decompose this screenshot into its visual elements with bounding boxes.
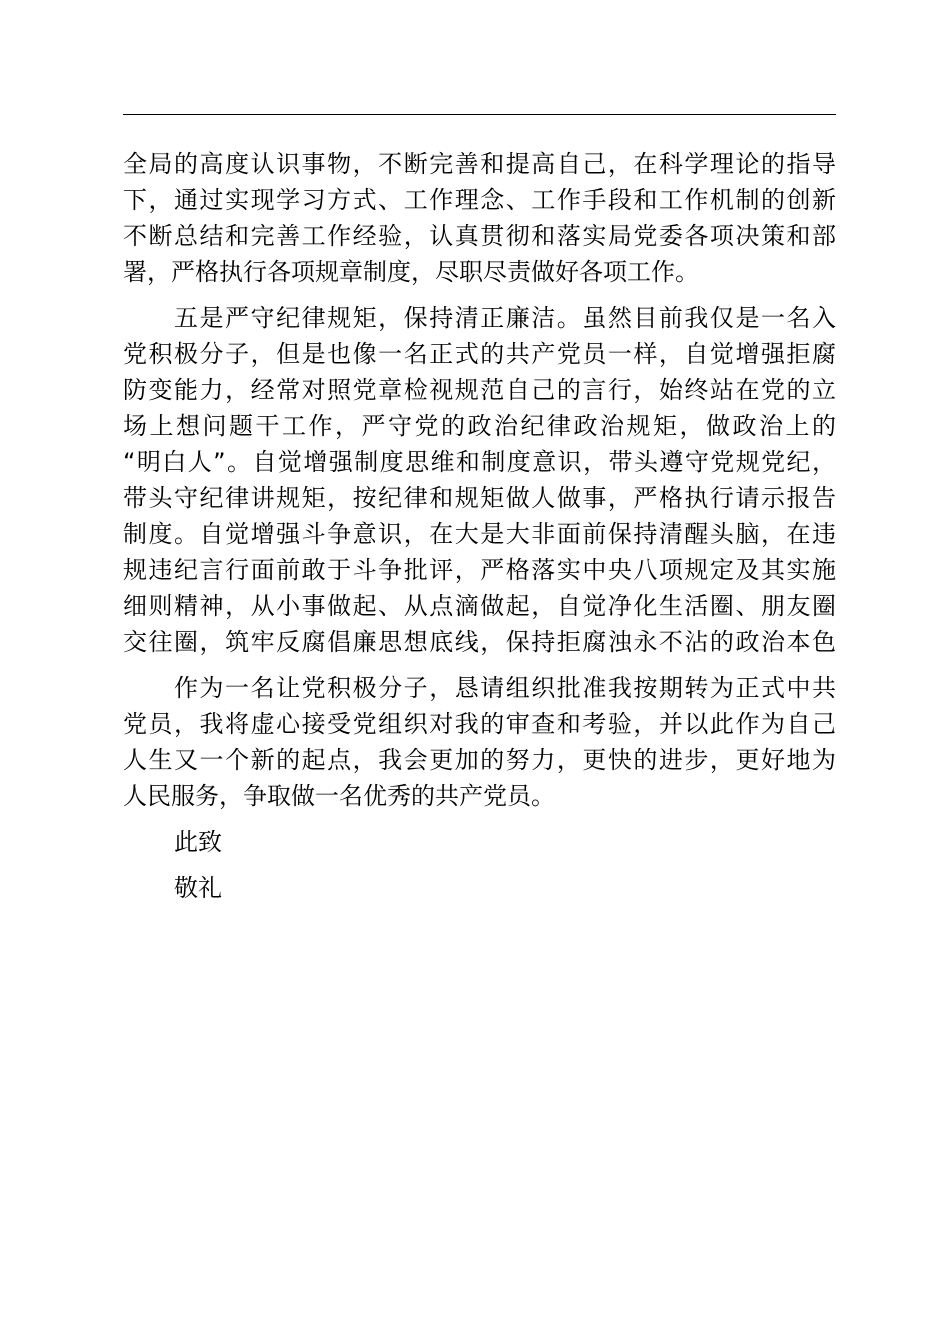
paragraph-continuation [123,146,836,290]
text-line: 细则精神，从小事做起、从点滴做起，自觉净化生活圈、朋友圈 [123,592,836,620]
text-line: 不断总结和完善工作经验，认真贯彻和落实局党委各项决策和部 [123,222,836,250]
header-rule [123,114,836,115]
document-body [123,146,836,906]
text-line: “明白人”。自觉增强制度思维和制度意识，带头遵守党规党纪， [123,448,836,476]
paragraph-discipline [123,300,836,660]
text-line: 制度。自觉增强斗争意识，在大是大非面前保持清醒头脑，在违 [123,520,836,548]
text-line: 党积极分子，但是也像一名正式的共产党员一样，自觉增强拒腐 [123,340,836,368]
text-line: 交往圈，筑牢反腐倡廉思想底线，保持拒腐浊永不沾的政治本色 [123,628,836,656]
text-line: 五是严守纪律规矩，保持清正廉洁。虽然目前我仅是一名入 [174,304,836,332]
text-line: 署，严格执行各项规章制度，尽职尽责做好各项工作。 [123,258,699,286]
paragraph-request [123,670,836,814]
text-line: 党员，我将虚心接受党组织对我的审查和考验，并以此作为自己 [123,710,836,738]
closing-phrase: 此致 [174,828,222,856]
text-line: 下，通过实现学习方式、工作理念、工作手段和工作机制的创新 [123,186,836,214]
salutation: 敬礼 [174,874,222,902]
text-line: 带头守纪律讲规矩，按纪律和规矩做人做事，严格执行请示报告 [123,484,836,512]
text-line: 全局的高度认识事物，不断完善和提高自己，在科学理论的指导 [123,150,836,178]
text-line: 场上想问题干工作，严守党的政治纪律政治规矩，做政治上的 [123,412,836,440]
text-line: 防变能力，经常对照党章检视规范自己的言行，始终站在党的立 [123,376,836,404]
text-line: 规违纪言行面前敢于斗争批评，严格落实中央八项规定及其实施 [123,556,836,584]
text-line: 作为一名让党积极分子，恳请组织批准我按期转为正式中共 [174,674,836,702]
text-line: 人民服务，争取做一名优秀的共产党员。 [123,782,555,810]
text-line: 人生又一个新的起点，我会更加的努力，更快的进步，更好地为 [123,746,836,774]
